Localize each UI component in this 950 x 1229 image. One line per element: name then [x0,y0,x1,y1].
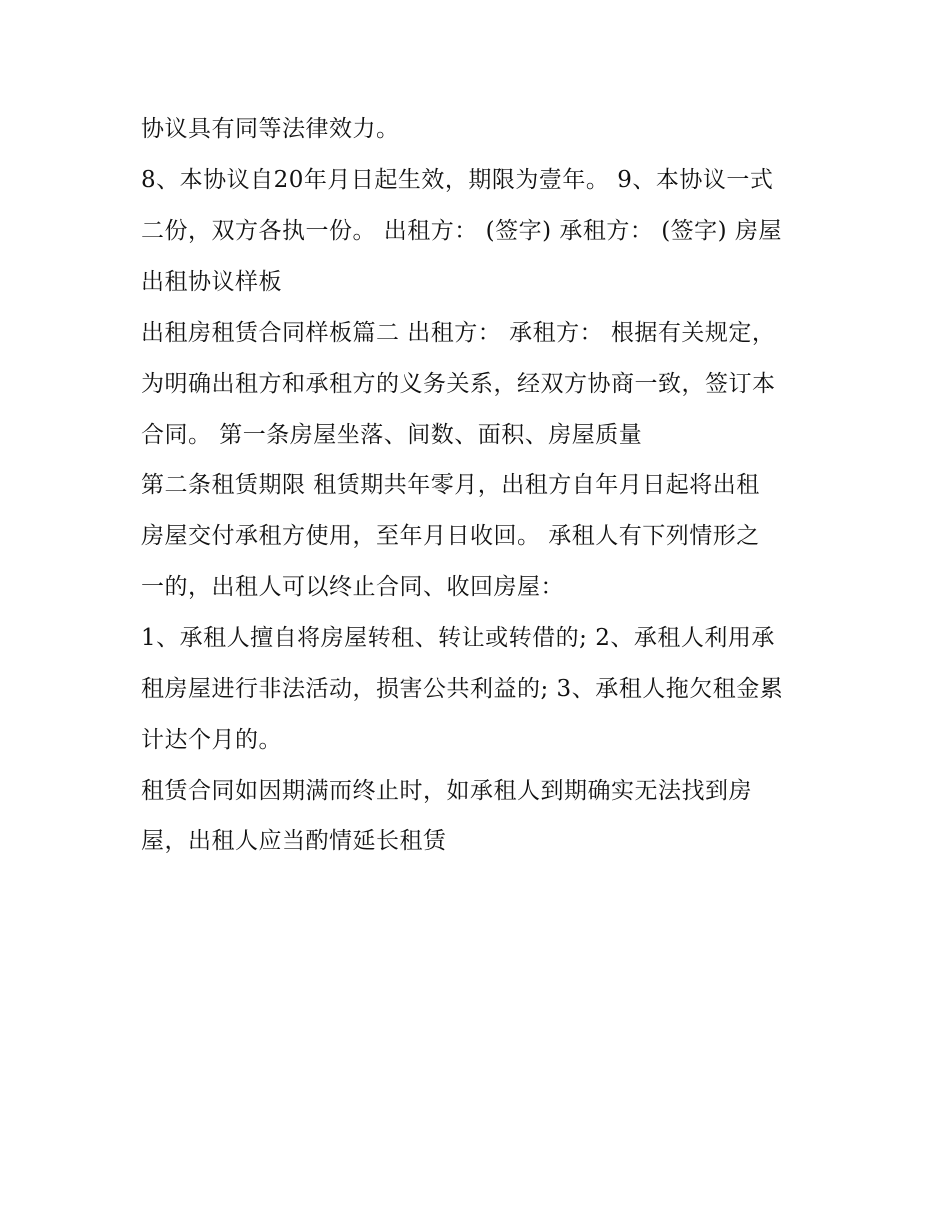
text-line: 合同。 第一条房屋坐落、间数、面积、房屋质量 [141,422,643,448]
text-line: 协议具有同等法律效力。 [141,116,400,142]
text-line: 一的，出租人可以终止合同、收回房屋： [141,574,564,600]
text-line: 出租房租赁合同样板篇二 出租方： 承租方： 根据有关规定， [141,320,776,346]
text-line: 屋，出租人应当酌情延长租赁 [141,828,447,854]
text-line: 租赁合同如因期满而终止时，如承租人到期确实无法找到房 [141,778,752,804]
text-line: 8、本协议自20年月日起生效，期限为壹年。 9、本协议一式 [141,167,774,193]
text-line: 租房屋进行非法活动，损害公共利益的; 3、承租人拖欠租金累 [141,676,784,702]
text-line: 出租协议样板 [141,269,282,295]
text-line: 房屋交付承租方使用，至年月日收回。 承租人有下列情形之 [141,523,760,549]
text-line: 为明确出租方和承租方的义务关系，经双方协商一致，签订本 [141,371,776,397]
text-line: 第二条租赁期限 租赁期共年零月，出租方自年月日起将出租 [141,472,760,498]
text-line: 1、承租人擅自将房屋转租、转让或转借的; 2、承租人利用承 [141,625,775,651]
text-line: 二份，双方各执一份。 出租方： (签字) 承租方： (签字) 房屋 [141,218,782,244]
text-line: 计达个月的。 [141,727,282,753]
